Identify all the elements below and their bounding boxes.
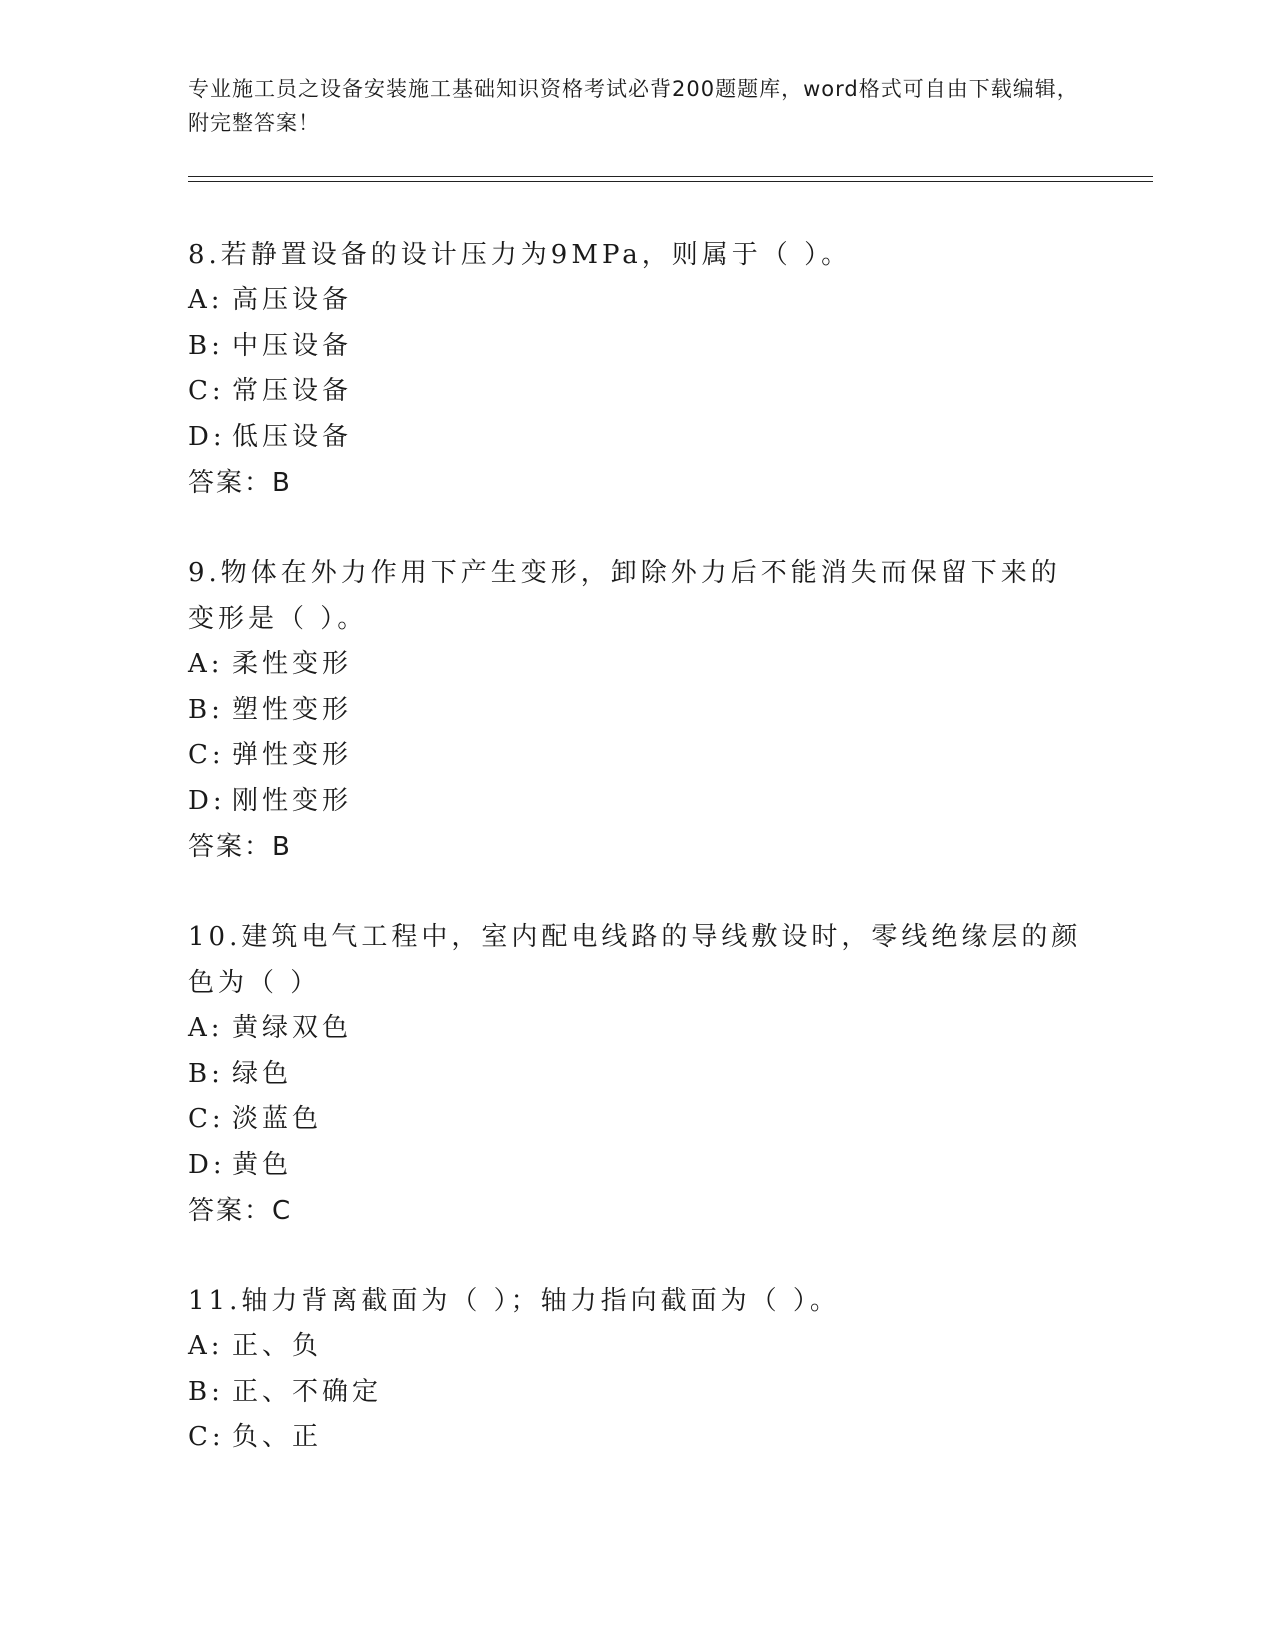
- option-letter: A:: [188, 1331, 224, 1361]
- option-text: 正、不确定: [232, 1376, 383, 1407]
- option-letter: A:: [188, 285, 224, 315]
- answer-line: 答案：C: [188, 1196, 293, 1226]
- question-8: [188, 232, 1088, 506]
- option-text: 淡蓝色: [232, 1104, 323, 1134]
- option-letter: A:: [188, 649, 224, 679]
- option-text: 绿色: [232, 1058, 293, 1089]
- answer-line: 答案：B: [188, 832, 292, 862]
- option-letter: B:: [188, 1376, 224, 1407]
- header-divider-top: [188, 176, 1153, 177]
- option-d: [188, 415, 1088, 461]
- option-b: [188, 1052, 1088, 1098]
- option-letter: C:: [188, 740, 225, 770]
- option-letter: D:: [188, 785, 226, 816]
- option-letter: C:: [188, 1422, 225, 1452]
- header-title: 专业施工员之设备安装施工基础知识资格考试必背200题题库，word格式可自由下载编辑，附完整答案！: [188, 77, 1079, 135]
- question-11: [188, 1278, 1088, 1461]
- option-text: 正、负: [232, 1331, 323, 1361]
- option-letter: D:: [188, 1149, 226, 1180]
- question-stem: 8.若静置设备的设计压力为9MPa，则属于（ ）。: [188, 240, 852, 270]
- option-text: 高压设备: [232, 285, 353, 315]
- option-letter: C:: [188, 1104, 225, 1134]
- option-text: 中压设备: [232, 330, 353, 361]
- option-a: [188, 642, 1088, 688]
- question-stem: 9.物体在外力作用下产生变形，卸除外力后不能消失而保留下来的变形是（ ）。: [188, 558, 1061, 634]
- option-c: [188, 1097, 1088, 1143]
- option-text: 黄绿双色: [232, 1013, 353, 1043]
- option-letter: B:: [188, 330, 224, 361]
- option-c: [188, 369, 1088, 415]
- question-stem: 10.建筑电气工程中，室内配电线路的导线敷设时，零线绝缘层的颜色为（ ）: [188, 922, 1082, 998]
- option-c: [188, 1415, 1088, 1461]
- option-a: [188, 1006, 1088, 1052]
- option-text: 负、正: [232, 1422, 323, 1452]
- option-letter: C:: [188, 376, 225, 406]
- option-text: 常压设备: [232, 376, 353, 406]
- option-letter: B:: [188, 1058, 224, 1089]
- question-10: [188, 914, 1088, 1234]
- option-text: 柔性变形: [232, 649, 353, 679]
- question-9: [188, 550, 1088, 870]
- option-a: [188, 1324, 1088, 1370]
- answer-line: 答案：B: [188, 468, 292, 498]
- question-list: [188, 232, 1088, 1505]
- document-header: [188, 72, 1088, 140]
- option-d: [188, 779, 1088, 825]
- option-letter: A:: [188, 1013, 224, 1043]
- question-stem: 11.轴力背离截面为（ ）；轴力指向截面为（ ）。: [188, 1286, 840, 1316]
- option-text: 黄色: [232, 1149, 293, 1180]
- option-text: 低压设备: [232, 421, 353, 452]
- option-d: [188, 1143, 1088, 1189]
- option-b: [188, 688, 1088, 734]
- option-text: 弹性变形: [232, 740, 353, 770]
- option-text: 塑性变形: [232, 694, 353, 725]
- option-b: [188, 1370, 1088, 1416]
- option-letter: D:: [188, 421, 226, 452]
- option-b: [188, 324, 1088, 370]
- header-divider-bottom: [188, 181, 1153, 182]
- option-c: [188, 733, 1088, 779]
- option-a: [188, 278, 1088, 324]
- option-letter: B:: [188, 694, 224, 725]
- option-text: 刚性变形: [232, 785, 353, 816]
